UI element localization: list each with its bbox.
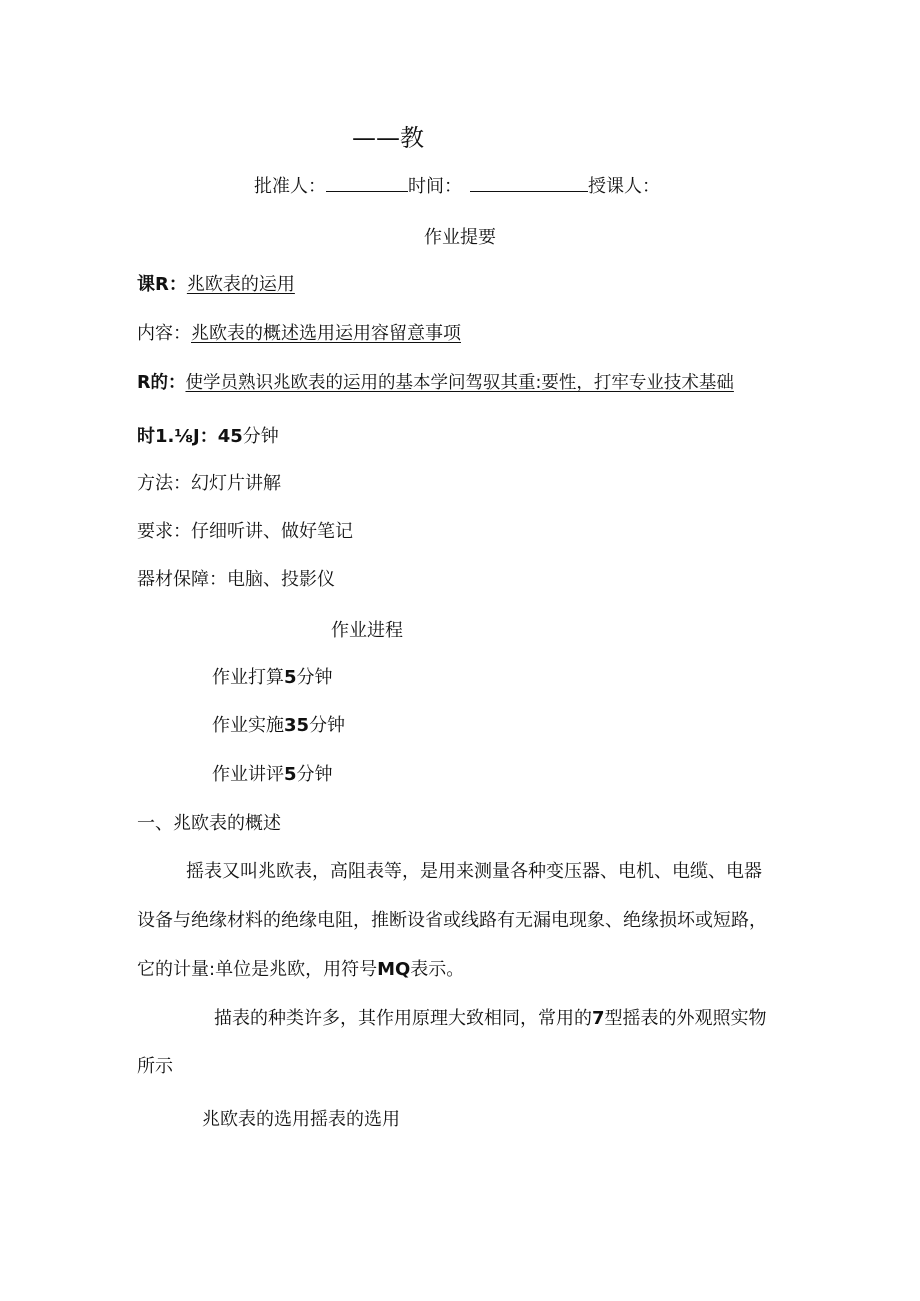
content-line (137, 322, 461, 346)
paragraph-line (214, 1007, 767, 1031)
requirement-line: 要求：仔细听讲、做好笔记 (137, 521, 353, 542)
step-unit: 分钟 (309, 715, 346, 736)
content-value: 兆欧表的概述选用运用容留意事项 (191, 323, 461, 344)
lecturer-label: 授课人： (588, 176, 660, 197)
process-step (212, 714, 345, 738)
step-number: 35 (284, 715, 310, 736)
step-unit: 分钟 (296, 667, 333, 688)
step-label: 作业打算 (212, 667, 284, 688)
step-number: 5 (284, 764, 297, 785)
process-heading: 作业进程 (331, 620, 403, 641)
section-heading: 一、兆欧表的概述 (137, 813, 281, 834)
paragraph-text: 表示。 (410, 959, 465, 980)
summary-heading: 作业提要 (424, 227, 496, 248)
paragraph-line: 摇表又叫兆欧表，高阻表等，是用来测量各种变压器、电机、电缆、电器 (186, 861, 762, 882)
paragraph-text: 描表的种类许多，其作用原理大致相同，常用的 (214, 1008, 592, 1029)
paragraph-line (137, 958, 464, 982)
content-label: 内容： (137, 323, 191, 344)
signature-row (254, 175, 660, 199)
unit-symbol: MQ (377, 959, 411, 980)
equipment-line: 器材保障：电脑、投影仪 (137, 569, 335, 590)
purpose-label: R的： (137, 373, 186, 393)
paragraph-line: 设备与绝缘材料的绝缘电阻，推断设省或线路有无漏电现象、绝缘损坏或短路， (137, 910, 767, 931)
step-unit: 分钟 (296, 764, 333, 785)
time-label: 时间： (408, 176, 462, 197)
duration-line (137, 425, 279, 449)
model-number: 7 (592, 1008, 605, 1029)
step-label: 作业实施 (212, 715, 284, 736)
duration-unit: 分钟 (242, 426, 279, 447)
paragraph-text: 它的计量:单位是兆欧，用符号 (137, 959, 378, 980)
process-step (212, 763, 333, 787)
purpose-line (137, 371, 734, 395)
course-label: 课R： (137, 274, 187, 295)
paragraph-text: 型摇表的外观照实物 (604, 1008, 767, 1029)
doc-title: ——教 (352, 124, 424, 152)
purpose-value: 使学员熟识兆欧表的运用的基本学问驾驭其重:要性，打牢专业技术基础 (185, 373, 734, 393)
duration-number: 45 (217, 426, 243, 447)
process-step (212, 666, 333, 690)
method-line: 方法：幻灯片讲解 (137, 473, 281, 494)
step-number: 5 (284, 667, 297, 688)
approver-label: 批准人： (254, 176, 326, 197)
duration-label: 时1.⅛J： (137, 426, 218, 447)
course-line (137, 273, 295, 297)
subsection-heading: 兆欧表的选用摇表的选用 (202, 1109, 400, 1130)
paragraph-line: 所示 (137, 1056, 173, 1077)
step-label: 作业讲评 (212, 764, 284, 785)
approver-blank (326, 175, 408, 192)
time-blank (470, 175, 588, 192)
course-value: 兆欧表的运用 (186, 274, 295, 295)
